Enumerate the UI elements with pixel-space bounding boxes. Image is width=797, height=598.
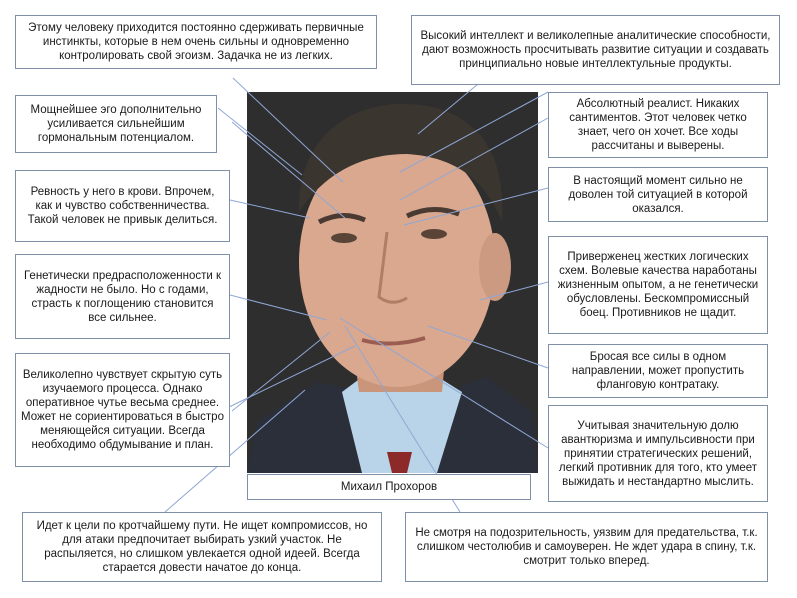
note-bottom-2: Не смотря на подозрительность, уязвим для предательства, т.к. слишком честолюбив и самоуверен. Не ждет удара в спину, т.к. смотрит только вперед. (405, 512, 768, 582)
note-left-2: Мощнейшее эго дополнительно усиливается сильнейшим гормональным потенциалом. (15, 95, 217, 153)
note-bottom-1: Идет к цели по кротчайшему пути. Не ищет компромиссов, но для атаки предпочитает выбирать узкий участок. Не распыляется, но слишком увлекается одной идеей. Всегда старается довести начатое до конца. (22, 512, 382, 582)
note-right-3: В настоящий момент сильно не доволен той ситуацией в которой оказался. (548, 167, 768, 222)
note-left-4: Генетически предрасположенности к жадности не было. Но с годами, страсть к поглощению становится все сильнее. (15, 254, 230, 339)
ear-right (479, 233, 511, 301)
eye-left (331, 233, 357, 243)
portrait-illustration (247, 92, 538, 473)
note-right-2: Абсолютный реалист. Никаких сантиментов. Этот человек четко знает, чего он хочет. Все ходы рассчитаны и выверены. (548, 92, 768, 158)
note-left-3: Ревность у него в крови. Впрочем, как и чувство собственничества. Такой человек не привык делиться. (15, 170, 230, 242)
portrait-photo (247, 92, 538, 473)
note-right-1: Высокий интеллект и великолепные аналитические способности, дают возможность просчитывать развитие ситуации и создавать принципиально новые интеллектульные продукты. (411, 15, 780, 85)
photo-caption: Михаил Прохоров (247, 474, 531, 500)
note-right-6: Учитывая значительную долю авантюризма и импульсивности при принятии стратегических решений, легкий противник для того, кто умеет выжидать и нестандартно мыслить. (548, 405, 768, 502)
eye-right (421, 229, 447, 239)
note-right-5: Бросая все силы в одном направлении, может пропустить фланговую контратаку. (548, 344, 768, 398)
note-right-4: Приверженец жестких логических схем. Волевые качества наработаны жизненным опытом, а не генетически обусловлены. Бескомпромиссный боец. Противников не щадит. (548, 236, 768, 334)
note-left-5: Великолепно чувствует скрытую суть изучаемого процесса. Однако оперативное чутье весьма среднее. Может не сориентироваться в быстро меняющейся ситуации. Всегда необходимо обдумывание и план. (15, 353, 230, 467)
note-left-1: Этому человеку приходится постоянно сдерживать первичные инстинкты, которые в нем очень сильны и одновременно контролировать свой эгоизм. Задачка не из легких. (15, 15, 377, 69)
